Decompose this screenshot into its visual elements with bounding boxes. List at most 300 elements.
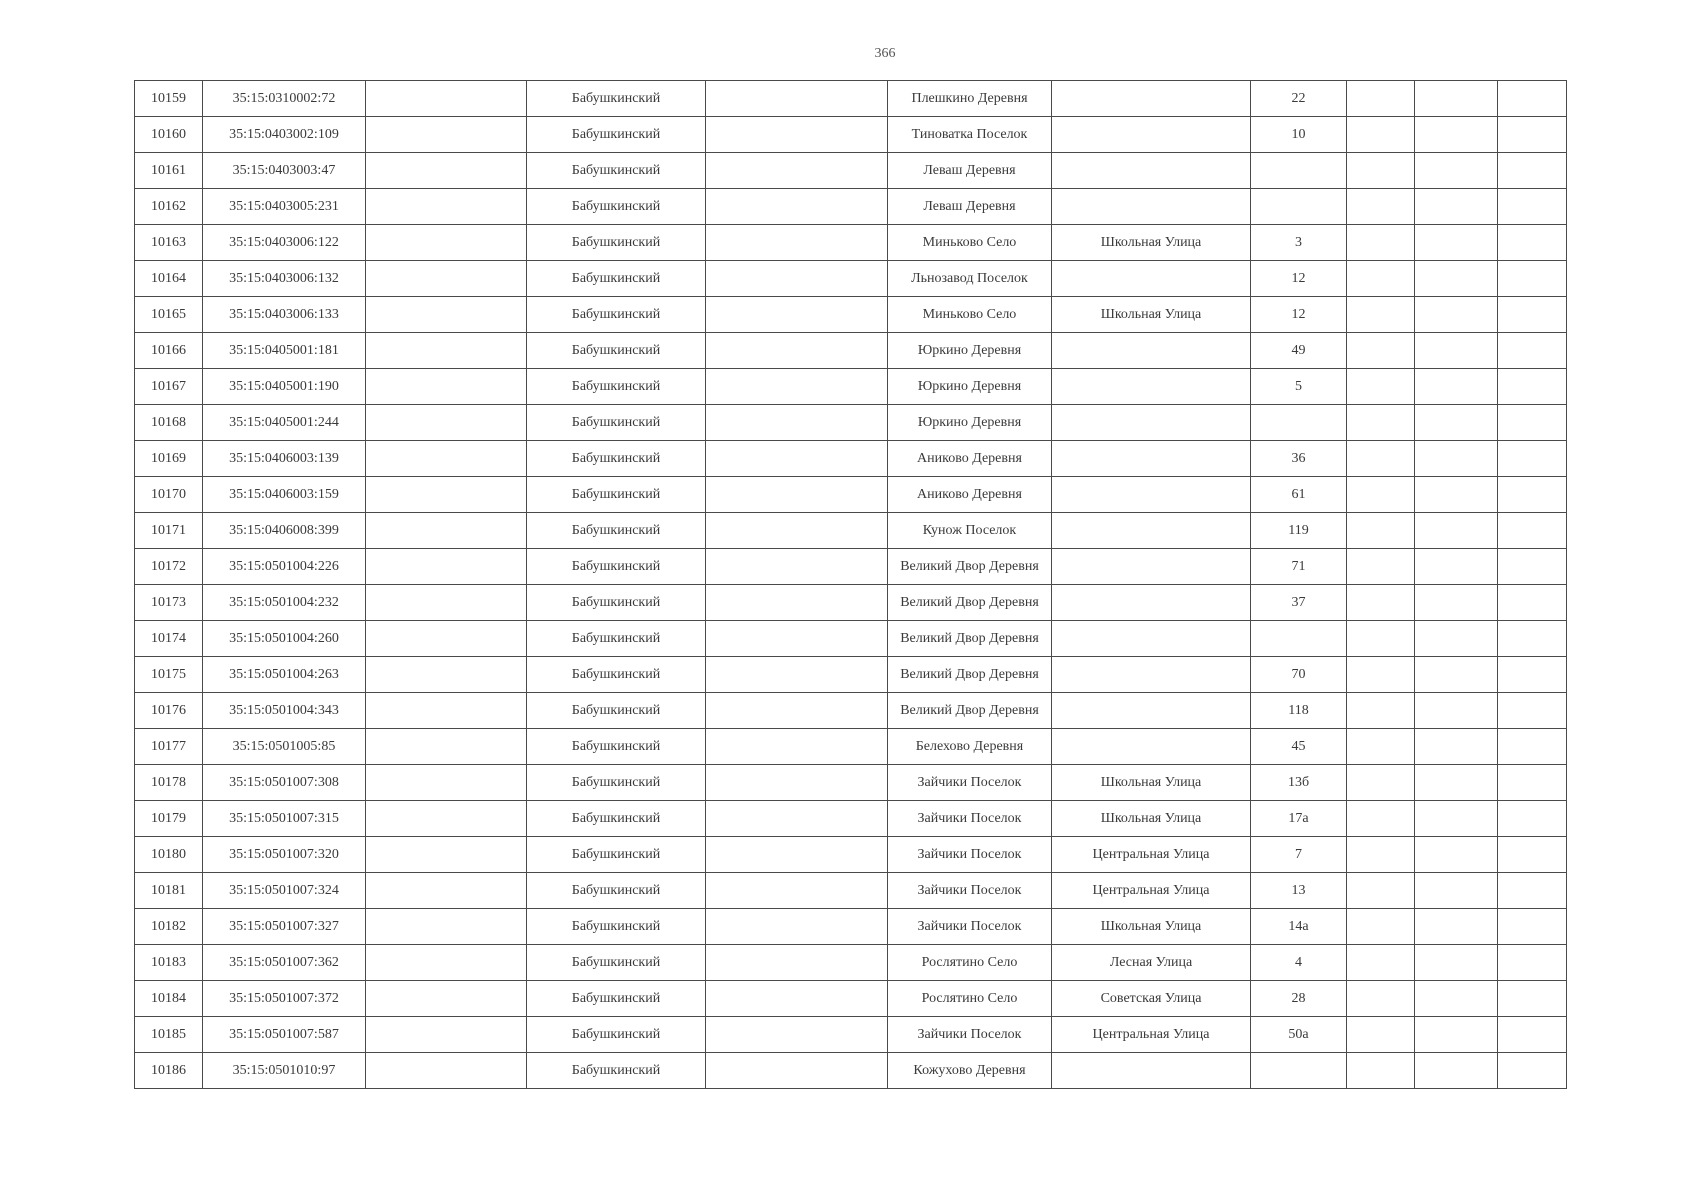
cell-district: Бабушкинский xyxy=(527,693,706,729)
table-row xyxy=(135,837,1567,873)
cell-street xyxy=(1052,333,1251,369)
cell-empty xyxy=(1415,405,1498,441)
table-row xyxy=(135,477,1567,513)
cell-empty xyxy=(1415,297,1498,333)
cell-street xyxy=(1052,441,1251,477)
cell-row-number: 10180 xyxy=(135,837,203,873)
cell-house xyxy=(1251,153,1347,189)
cell-empty xyxy=(1347,225,1415,261)
cell-empty xyxy=(706,585,888,621)
cell-district: Бабушкинский xyxy=(527,1017,706,1053)
cell-district: Бабушкинский xyxy=(527,801,706,837)
cell-empty xyxy=(1347,549,1415,585)
cell-district: Бабушкинский xyxy=(527,189,706,225)
cell-cadastral-number: 35:15:0310002:72 xyxy=(203,81,366,117)
cell-row-number: 10170 xyxy=(135,477,203,513)
cell-house: 12 xyxy=(1251,297,1347,333)
cell-street: Школьная Улица xyxy=(1052,297,1251,333)
table-row xyxy=(135,945,1567,981)
cell-empty xyxy=(1498,801,1567,837)
cell-street xyxy=(1052,153,1251,189)
cell-empty xyxy=(1347,693,1415,729)
cell-empty xyxy=(706,693,888,729)
cell-empty xyxy=(366,81,527,117)
cell-empty xyxy=(1415,333,1498,369)
cell-locality: Леваш Деревня xyxy=(888,153,1052,189)
cell-empty xyxy=(366,909,527,945)
cell-empty xyxy=(1498,441,1567,477)
cell-locality: Зайчики Поселок xyxy=(888,837,1052,873)
cell-empty xyxy=(1347,405,1415,441)
cell-locality: Зайчики Поселок xyxy=(888,909,1052,945)
cell-empty xyxy=(1498,261,1567,297)
cell-locality: Миньково Село xyxy=(888,225,1052,261)
cell-locality: Аниково Деревня xyxy=(888,477,1052,513)
cell-locality: Зайчики Поселок xyxy=(888,873,1052,909)
cell-empty xyxy=(1498,117,1567,153)
cell-empty xyxy=(366,1053,527,1089)
cell-district: Бабушкинский xyxy=(527,549,706,585)
cell-row-number: 10182 xyxy=(135,909,203,945)
cell-empty xyxy=(366,945,527,981)
cell-house xyxy=(1251,1053,1347,1089)
cell-empty xyxy=(1498,405,1567,441)
table-row xyxy=(135,549,1567,585)
table-row xyxy=(135,729,1567,765)
cell-cadastral-number: 35:15:0405001:244 xyxy=(203,405,366,441)
cell-street xyxy=(1052,657,1251,693)
cell-empty xyxy=(1415,441,1498,477)
cell-empty xyxy=(1347,837,1415,873)
cell-cadastral-number: 35:15:0501007:372 xyxy=(203,981,366,1017)
cell-street: Школьная Улица xyxy=(1052,909,1251,945)
cell-house: 7 xyxy=(1251,837,1347,873)
cell-empty xyxy=(366,657,527,693)
cell-row-number: 10175 xyxy=(135,657,203,693)
cell-empty xyxy=(1347,801,1415,837)
cell-empty xyxy=(366,549,527,585)
cell-row-number: 10165 xyxy=(135,297,203,333)
cell-empty xyxy=(1347,333,1415,369)
cell-cadastral-number: 35:15:0406003:139 xyxy=(203,441,366,477)
cell-street: Центральная Улица xyxy=(1052,1017,1251,1053)
cell-street: Лесная Улица xyxy=(1052,945,1251,981)
cell-house: 4 xyxy=(1251,945,1347,981)
cell-street xyxy=(1052,549,1251,585)
cell-empty xyxy=(1347,585,1415,621)
cell-empty xyxy=(1415,261,1498,297)
cell-empty xyxy=(366,225,527,261)
cell-empty xyxy=(366,297,527,333)
cell-empty xyxy=(1347,117,1415,153)
cell-empty xyxy=(1347,297,1415,333)
cell-empty xyxy=(366,693,527,729)
cell-empty xyxy=(1415,729,1498,765)
cell-district: Бабушкинский xyxy=(527,981,706,1017)
cell-empty xyxy=(1415,1053,1498,1089)
cell-empty xyxy=(366,405,527,441)
cell-row-number: 10177 xyxy=(135,729,203,765)
cell-empty xyxy=(706,441,888,477)
cell-house: 36 xyxy=(1251,441,1347,477)
cell-house: 50а xyxy=(1251,1017,1347,1053)
cell-row-number: 10162 xyxy=(135,189,203,225)
cell-empty xyxy=(1347,765,1415,801)
cell-district: Бабушкинский xyxy=(527,945,706,981)
cell-street xyxy=(1052,189,1251,225)
cell-district: Бабушкинский xyxy=(527,909,706,945)
table-row xyxy=(135,297,1567,333)
cell-cadastral-number: 35:15:0501007:324 xyxy=(203,873,366,909)
cell-empty xyxy=(1415,765,1498,801)
cell-empty xyxy=(1347,873,1415,909)
cell-empty xyxy=(706,153,888,189)
cell-row-number: 10176 xyxy=(135,693,203,729)
cell-empty xyxy=(1347,657,1415,693)
table-row xyxy=(135,909,1567,945)
cell-row-number: 10184 xyxy=(135,981,203,1017)
table-row xyxy=(135,801,1567,837)
cell-empty xyxy=(1498,369,1567,405)
cell-empty xyxy=(366,477,527,513)
cell-house: 5 xyxy=(1251,369,1347,405)
cell-empty xyxy=(1498,765,1567,801)
cell-district: Бабушкинский xyxy=(527,477,706,513)
cell-locality: Юркино Деревня xyxy=(888,333,1052,369)
cell-locality: Плешкино Деревня xyxy=(888,81,1052,117)
cell-house: 14а xyxy=(1251,909,1347,945)
cell-empty xyxy=(706,1053,888,1089)
cell-empty xyxy=(706,333,888,369)
cell-cadastral-number: 35:15:0403002:109 xyxy=(203,117,366,153)
cell-row-number: 10159 xyxy=(135,81,203,117)
cell-cadastral-number: 35:15:0403006:133 xyxy=(203,297,366,333)
cell-empty xyxy=(1415,225,1498,261)
cell-cadastral-number: 35:15:0501007:315 xyxy=(203,801,366,837)
cell-empty xyxy=(1498,945,1567,981)
cell-locality: Зайчики Поселок xyxy=(888,801,1052,837)
table-row xyxy=(135,693,1567,729)
cell-empty xyxy=(706,513,888,549)
table-row xyxy=(135,153,1567,189)
cell-street xyxy=(1052,693,1251,729)
cell-row-number: 10169 xyxy=(135,441,203,477)
cell-district: Бабушкинский xyxy=(527,765,706,801)
cell-house: 70 xyxy=(1251,657,1347,693)
table-row xyxy=(135,117,1567,153)
cell-empty xyxy=(706,549,888,585)
cell-row-number: 10161 xyxy=(135,153,203,189)
cell-row-number: 10164 xyxy=(135,261,203,297)
cell-row-number: 10168 xyxy=(135,405,203,441)
cell-cadastral-number: 35:15:0403005:231 xyxy=(203,189,366,225)
table-row xyxy=(135,405,1567,441)
table-row xyxy=(135,765,1567,801)
cell-house xyxy=(1251,405,1347,441)
cell-empty xyxy=(1347,81,1415,117)
cell-house: 17а xyxy=(1251,801,1347,837)
cell-cadastral-number: 35:15:0405001:190 xyxy=(203,369,366,405)
table-row xyxy=(135,261,1567,297)
cell-empty xyxy=(1415,369,1498,405)
cell-empty xyxy=(366,513,527,549)
cell-empty xyxy=(1498,549,1567,585)
cell-empty xyxy=(1498,81,1567,117)
cell-locality: Леваш Деревня xyxy=(888,189,1052,225)
cell-cadastral-number: 35:15:0501007:362 xyxy=(203,945,366,981)
cell-cadastral-number: 35:15:0403006:132 xyxy=(203,261,366,297)
cell-empty xyxy=(366,189,527,225)
table-row xyxy=(135,225,1567,261)
cell-empty xyxy=(706,189,888,225)
cell-street: Школьная Улица xyxy=(1052,801,1251,837)
cell-house xyxy=(1251,621,1347,657)
cell-empty xyxy=(1415,153,1498,189)
cell-cadastral-number: 35:15:0501010:97 xyxy=(203,1053,366,1089)
cell-empty xyxy=(706,477,888,513)
cell-locality: Великий Двор Деревня xyxy=(888,657,1052,693)
cell-street xyxy=(1052,117,1251,153)
cell-house: 118 xyxy=(1251,693,1347,729)
cell-row-number: 10178 xyxy=(135,765,203,801)
cell-district: Бабушкинский xyxy=(527,297,706,333)
cell-district: Бабушкинский xyxy=(527,441,706,477)
cell-house: 37 xyxy=(1251,585,1347,621)
cell-empty xyxy=(1498,585,1567,621)
cell-cadastral-number: 35:15:0501004:232 xyxy=(203,585,366,621)
cell-locality: Миньково Село xyxy=(888,297,1052,333)
cell-cadastral-number: 35:15:0501005:85 xyxy=(203,729,366,765)
cell-row-number: 10167 xyxy=(135,369,203,405)
cell-empty xyxy=(366,441,527,477)
cell-street xyxy=(1052,261,1251,297)
cell-empty xyxy=(1347,909,1415,945)
table-row xyxy=(135,981,1567,1017)
cell-empty xyxy=(706,225,888,261)
cell-row-number: 10163 xyxy=(135,225,203,261)
cell-row-number: 10173 xyxy=(135,585,203,621)
cell-locality: Юркино Деревня xyxy=(888,369,1052,405)
cell-street: Советская Улица xyxy=(1052,981,1251,1017)
cell-street: Школьная Улица xyxy=(1052,765,1251,801)
cell-house: 45 xyxy=(1251,729,1347,765)
cell-empty xyxy=(1347,153,1415,189)
cell-street: Школьная Улица xyxy=(1052,225,1251,261)
cell-empty xyxy=(1498,909,1567,945)
table-row xyxy=(135,369,1567,405)
cell-empty xyxy=(366,837,527,873)
cell-empty xyxy=(366,117,527,153)
cell-empty xyxy=(366,261,527,297)
cell-empty xyxy=(366,369,527,405)
cell-empty xyxy=(706,261,888,297)
cell-street xyxy=(1052,405,1251,441)
cell-empty xyxy=(1347,369,1415,405)
cell-empty xyxy=(1498,1053,1567,1089)
cell-locality: Рослятино Село xyxy=(888,981,1052,1017)
cell-empty xyxy=(1415,945,1498,981)
cell-house: 61 xyxy=(1251,477,1347,513)
cell-locality: Великий Двор Деревня xyxy=(888,693,1052,729)
table-row xyxy=(135,873,1567,909)
cell-locality: Кожухово Деревня xyxy=(888,1053,1052,1089)
cell-street xyxy=(1052,477,1251,513)
cell-cadastral-number: 35:15:0405001:181 xyxy=(203,333,366,369)
cell-district: Бабушкинский xyxy=(527,513,706,549)
cell-empty xyxy=(1498,153,1567,189)
cell-cadastral-number: 35:15:0406003:159 xyxy=(203,477,366,513)
cell-house xyxy=(1251,189,1347,225)
cell-empty xyxy=(1347,1017,1415,1053)
cell-locality: Тиноватка Поселок xyxy=(888,117,1052,153)
table-row xyxy=(135,513,1567,549)
cell-district: Бабушкинский xyxy=(527,621,706,657)
cell-empty xyxy=(706,657,888,693)
cell-empty xyxy=(1415,549,1498,585)
cell-empty xyxy=(366,729,527,765)
cell-locality: Юркино Деревня xyxy=(888,405,1052,441)
cell-empty xyxy=(1415,1017,1498,1053)
cell-empty xyxy=(1415,513,1498,549)
cell-empty xyxy=(1498,837,1567,873)
cell-row-number: 10174 xyxy=(135,621,203,657)
cell-street xyxy=(1052,585,1251,621)
cell-empty xyxy=(1347,945,1415,981)
cell-empty xyxy=(1415,909,1498,945)
cell-house: 13 xyxy=(1251,873,1347,909)
cell-cadastral-number: 35:15:0501007:320 xyxy=(203,837,366,873)
cell-street xyxy=(1052,81,1251,117)
table-row xyxy=(135,1053,1567,1089)
cell-empty xyxy=(706,369,888,405)
cell-district: Бабушкинский xyxy=(527,405,706,441)
cell-empty xyxy=(1498,225,1567,261)
cell-empty xyxy=(706,909,888,945)
cell-empty xyxy=(1498,477,1567,513)
cell-district: Бабушкинский xyxy=(527,225,706,261)
cell-empty xyxy=(366,873,527,909)
page-number: 366 xyxy=(874,46,896,61)
cell-empty xyxy=(366,333,527,369)
cell-empty xyxy=(1415,117,1498,153)
cell-empty xyxy=(706,873,888,909)
cell-house: 71 xyxy=(1251,549,1347,585)
cell-cadastral-number: 35:15:0501007:587 xyxy=(203,1017,366,1053)
cell-district: Бабушкинский xyxy=(527,369,706,405)
cell-cadastral-number: 35:15:0501007:327 xyxy=(203,909,366,945)
cell-locality: Зайчики Поселок xyxy=(888,1017,1052,1053)
cell-empty xyxy=(1498,657,1567,693)
cell-empty xyxy=(1347,1053,1415,1089)
cell-empty xyxy=(1415,693,1498,729)
cell-row-number: 10160 xyxy=(135,117,203,153)
cell-district: Бабушкинский xyxy=(527,837,706,873)
cell-cadastral-number: 35:15:0406008:399 xyxy=(203,513,366,549)
cell-cadastral-number: 35:15:0403003:47 xyxy=(203,153,366,189)
cell-street xyxy=(1052,621,1251,657)
cell-empty xyxy=(1498,729,1567,765)
cell-district: Бабушкинский xyxy=(527,657,706,693)
cell-empty xyxy=(1498,189,1567,225)
cell-district: Бабушкинский xyxy=(527,873,706,909)
cell-empty xyxy=(706,405,888,441)
cell-district: Бабушкинский xyxy=(527,153,706,189)
cell-empty xyxy=(366,585,527,621)
cell-empty xyxy=(1415,585,1498,621)
table-row xyxy=(135,441,1567,477)
cell-empty xyxy=(1415,81,1498,117)
cell-locality: Кунож Поселок xyxy=(888,513,1052,549)
cell-row-number: 10172 xyxy=(135,549,203,585)
table-row xyxy=(135,81,1567,117)
cell-empty xyxy=(1347,981,1415,1017)
table-row xyxy=(135,621,1567,657)
cell-cadastral-number: 35:15:0501004:343 xyxy=(203,693,366,729)
cell-empty xyxy=(1498,693,1567,729)
cell-empty xyxy=(1347,621,1415,657)
cell-district: Бабушкинский xyxy=(527,81,706,117)
cell-empty xyxy=(1347,729,1415,765)
cell-house: 49 xyxy=(1251,333,1347,369)
cell-locality: Зайчики Поселок xyxy=(888,765,1052,801)
cell-empty xyxy=(1498,873,1567,909)
cell-street xyxy=(1052,1053,1251,1089)
cell-cadastral-number: 35:15:0501007:308 xyxy=(203,765,366,801)
cell-empty xyxy=(1415,873,1498,909)
cell-cadastral-number: 35:15:0501004:226 xyxy=(203,549,366,585)
cell-empty xyxy=(1347,189,1415,225)
cell-empty xyxy=(366,981,527,1017)
cell-empty xyxy=(1347,441,1415,477)
cell-district: Бабушкинский xyxy=(527,261,706,297)
cell-empty xyxy=(706,729,888,765)
cell-empty xyxy=(706,621,888,657)
cell-row-number: 10179 xyxy=(135,801,203,837)
cell-empty xyxy=(1347,513,1415,549)
cell-empty xyxy=(1498,333,1567,369)
cell-row-number: 10186 xyxy=(135,1053,203,1089)
cell-street: Центральная Улица xyxy=(1052,873,1251,909)
cell-empty xyxy=(366,801,527,837)
cell-house: 119 xyxy=(1251,513,1347,549)
cell-empty xyxy=(706,117,888,153)
cell-row-number: 10181 xyxy=(135,873,203,909)
cell-empty xyxy=(1498,981,1567,1017)
cell-locality: Великий Двор Деревня xyxy=(888,621,1052,657)
cell-empty xyxy=(706,81,888,117)
cell-street xyxy=(1052,729,1251,765)
cell-locality: Льнозавод Поселок xyxy=(888,261,1052,297)
cell-empty xyxy=(1415,657,1498,693)
cell-street xyxy=(1052,513,1251,549)
cell-empty xyxy=(1498,1017,1567,1053)
table-row xyxy=(135,585,1567,621)
cell-empty xyxy=(366,1017,527,1053)
cell-house: 3 xyxy=(1251,225,1347,261)
cell-empty xyxy=(1347,261,1415,297)
cell-empty xyxy=(1415,189,1498,225)
cell-district: Бабушкинский xyxy=(527,117,706,153)
cell-house: 13б xyxy=(1251,765,1347,801)
cell-cadastral-number: 35:15:0501004:263 xyxy=(203,657,366,693)
cell-locality: Белехово Деревня xyxy=(888,729,1052,765)
cell-district: Бабушкинский xyxy=(527,585,706,621)
cell-row-number: 10183 xyxy=(135,945,203,981)
cell-house: 12 xyxy=(1251,261,1347,297)
cell-row-number: 10166 xyxy=(135,333,203,369)
cell-empty xyxy=(1415,477,1498,513)
cell-house: 10 xyxy=(1251,117,1347,153)
